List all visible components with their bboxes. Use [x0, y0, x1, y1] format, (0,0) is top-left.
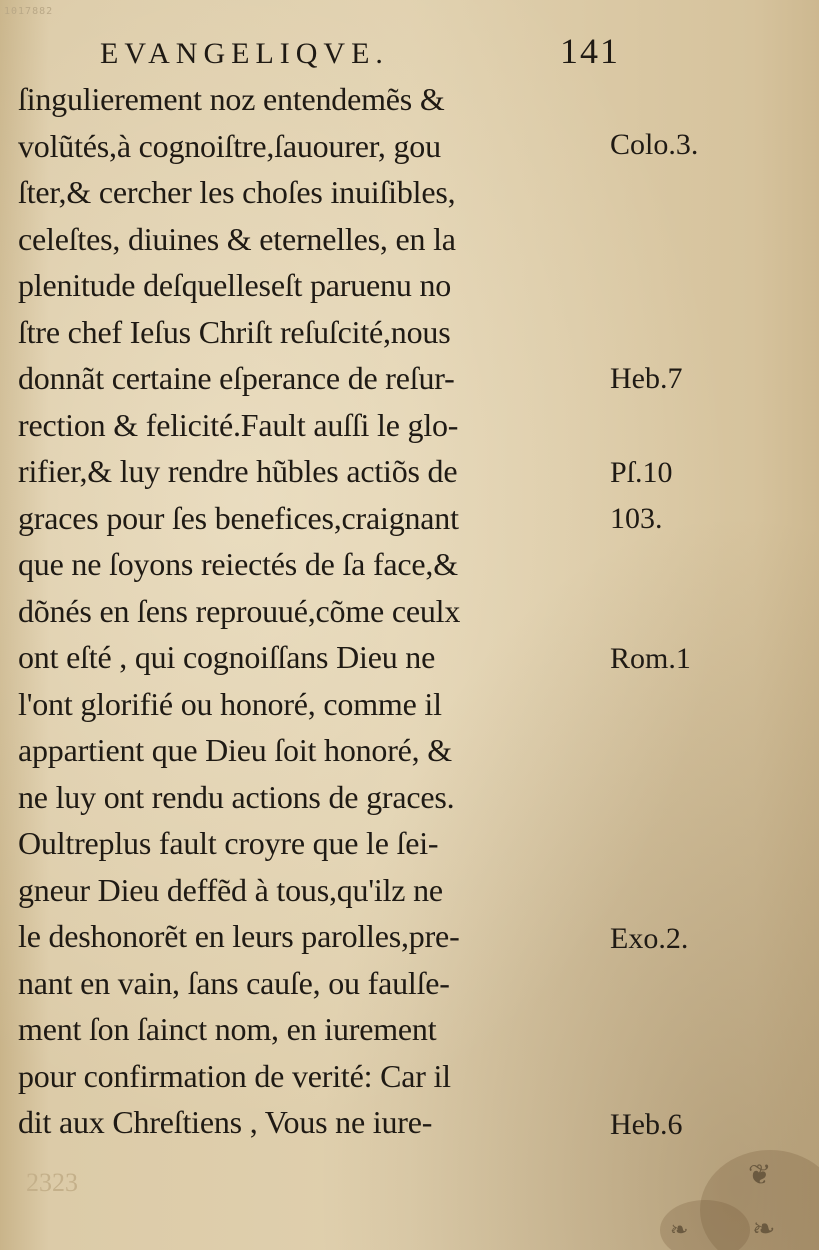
page-number: 141: [560, 31, 620, 71]
text-line: volũtés,à cognoiſtre,ſauourer, gou: [18, 127, 441, 164]
text-line: ne luy ont rendu actions de graces.: [18, 778, 455, 815]
text-line: ſtre chef Ieſus Chriſt reſuſcité,nous: [18, 313, 451, 350]
margin-note-heb-6: Heb.6: [610, 1108, 683, 1141]
text-line: Oultreplus fault croyre que le ſei-: [18, 825, 439, 861]
text-line: le deshonorẽt en leurs parolles,pre-: [18, 918, 460, 954]
running-title: EVANGELIQVE.: [100, 37, 389, 70]
text-line: ment ſon ſainct nom, en iurement: [18, 1011, 437, 1047]
text-line: celeſtes, diuines & eternelles, en la: [18, 220, 456, 257]
fleuron-icon: ❧: [670, 1218, 689, 1243]
text-line: l'ont glorifié ou honoré, comme il: [18, 685, 442, 722]
text-line: que ne ſoyons reiectés de ſa face,&: [18, 546, 458, 582]
library-stamp: 1017882: [4, 6, 54, 17]
running-head: [100, 30, 620, 72]
text-line: graces pour ſes benefices,craignant: [18, 499, 459, 536]
text-line: gneur Dieu deffẽd à tous,qu'ilz ne: [18, 871, 443, 908]
body-text: [18, 76, 618, 1146]
margin-note-exo: Exo.2.: [610, 922, 689, 955]
text-line: pour confirmation de verité: Car il: [18, 1057, 451, 1094]
margin-note-colo: Colo.3.: [610, 128, 699, 161]
text-line: dit aux Chreſtiens , Vous ne iure-: [18, 1104, 433, 1140]
margin-note-ps: Pſ.10: [610, 456, 673, 489]
margin-note-103: 103.: [610, 502, 663, 535]
text-line: nant en vain, ſans cauſe, ou faulſe-: [18, 964, 450, 1001]
text-line: rection & felicité.Fault auſſi le glo-: [18, 406, 459, 443]
text-line: ſter,& cercher les choſes inuiſibles,: [18, 174, 456, 210]
text-line: appartient que Dieu ſoit honoré, &: [18, 732, 452, 768]
fleuron-icon: ❦: [748, 1158, 772, 1191]
text-line: donnãt certaine eſperance de reſur-: [18, 360, 455, 396]
text-line: rifier,& luy rendre hũbles actiõs de: [18, 453, 458, 489]
footer-mark: 2323: [26, 1168, 78, 1197]
text-line: dõnés en ſens reprouué,cõme ceulx: [18, 592, 461, 629]
margin-note-rom: Rom.1: [610, 642, 691, 675]
fleuron-icon: ❧: [752, 1212, 776, 1245]
text-line: ont eſté , qui cognoiſſans Dieu ne: [18, 639, 436, 675]
text-line: ſingulierement noz entendemẽs &: [18, 81, 445, 117]
text-line: plenitude deſquelleseſt paruenu no: [18, 267, 452, 303]
margin-note-heb-7: Heb.7: [610, 362, 683, 395]
